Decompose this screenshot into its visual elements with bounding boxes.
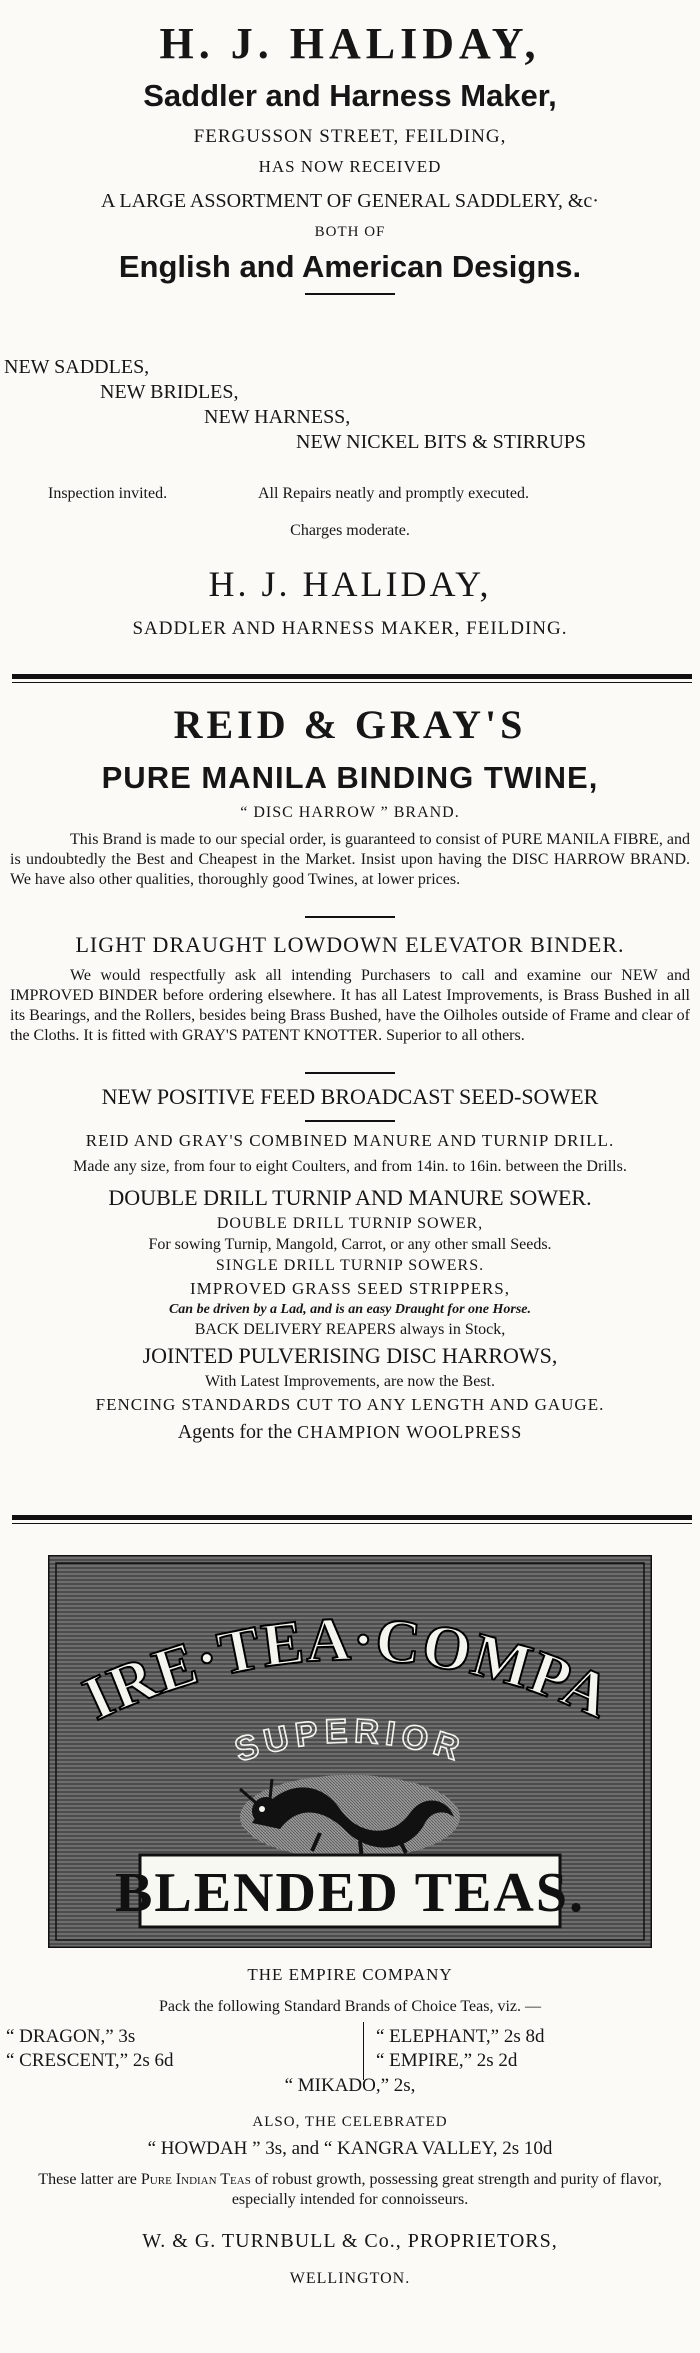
list-item: “ ELEPHANT,” 2s 8d	[376, 2026, 545, 2047]
divider	[305, 293, 395, 295]
latter-small-caps: Pure Indian Teas	[140, 2171, 251, 2188]
reid-subtitle: PURE MANILA BINDING TWINE,	[101, 760, 599, 795]
reapers: BACK DELIVERY REAPERS always in Stock,	[194, 1321, 506, 1338]
latter-rest: of robust growth, possessing great strength and purity of flavor, especially intended for connoisseurs.	[231, 2171, 662, 2208]
section-divider	[12, 674, 692, 679]
list-item: NEW BRIDLES,	[100, 381, 239, 403]
haliday-footer	[0, 562, 700, 642]
haliday-subtitle: Saddler and Harness Maker,	[143, 78, 557, 113]
divider	[305, 1120, 395, 1122]
agents-name: CHAMPION WOOLPRESS	[297, 1422, 523, 1442]
list-item: NEW HARNESS,	[204, 406, 351, 428]
proprietors: W. & G. TURNBULL & Co., PROPRIETORS,	[142, 2230, 558, 2252]
double-drill-heading: DOUBLE DRILL TURNIP AND MANURE SOWER.	[108, 1185, 592, 1210]
haliday-charges: Charges moderate.	[290, 522, 410, 539]
haliday-footer-name: H. J. HALIDAY,	[208, 564, 492, 604]
section-divider	[12, 1515, 692, 1520]
list-item: “ CRESCENT,” 2s 6d	[6, 2050, 174, 2071]
drill-text: Made any size, from four to eight Coulters, and from 14in. to 16in. between the Drills.	[73, 1158, 627, 1175]
haliday-both-of: BOTH OF	[314, 224, 386, 240]
reid-brand: “ DISC HARROW ” BRAND.	[240, 804, 460, 821]
divider	[305, 916, 395, 918]
reid-para-2	[0, 966, 700, 1046]
double-drill-small: DOUBLE DRILL TURNIP SOWER,	[216, 1215, 484, 1232]
list-item: “ EMPIRE,” 2s 2d	[376, 2050, 518, 2071]
haliday-designs: English and American Designs.	[118, 249, 582, 284]
column-divider	[363, 2022, 364, 2080]
list-item: NEW NICKEL BITS & STIRRUPS	[296, 431, 587, 453]
haliday-title: H. J. HALIDAY,	[159, 19, 541, 68]
paragraph-text: We would respectfully ask all intending Purchasers to call and examine our NEW and IMPROVED BINDER before ordering elsewhere. It has all Latest Improvements, is Brass Bushed in all its Bearings, and the Rollers, besides being Brass Bushed, have the Oilholes outside of Frame and clear of the Cloths. It is fitted with GRAY'S PATENT KNOTTER. Superior to all others.	[10, 967, 690, 1044]
celebrated-brands: “ HOWDAH ” 3s, and “ KANGRA VALLEY, 2s 10d	[147, 2138, 553, 2159]
haliday-received: HAS NOW RECEIVED	[258, 157, 442, 176]
empire-tea-engraving	[48, 1555, 652, 1948]
haliday-assortment: A LARGE ASSORTMENT OF GENERAL SADDLERY, &c·	[101, 190, 599, 212]
drill-heading: REID AND GRAY'S COMBINED MANURE AND TURNIP DRILL.	[85, 1131, 615, 1150]
haliday-items-list	[0, 355, 700, 455]
binder-heading: LIGHT DRAUGHT LOWDOWN ELEVATOR BINDER.	[75, 932, 625, 957]
latter-prefix: These latter are	[38, 2171, 137, 2188]
dragon-icon	[240, 1775, 460, 1859]
list-item: “ DRAGON,” 3s	[6, 2026, 136, 2047]
paragraph-text: This Brand is made to our special order, is guaranteed to consist of PURE MANILA FIBRE, and is undoubtedly the Best and Cheapest in the Market. Insist upon having the DISC HARROW BRAND. We have also other qualities, thoroughly good Twines, at lower prices.	[10, 831, 690, 888]
repairs-note: All Repairs neatly and promptly executed.	[258, 485, 530, 502]
strippers: IMPROVED GRASS SEED STRIPPERS,	[189, 1279, 510, 1298]
harrows-text: With Latest Improvements, are now the Best.	[205, 1373, 495, 1390]
inspection-note: Inspection invited.	[48, 485, 168, 502]
reid-gray-ad	[0, 700, 700, 824]
agents-prefix: Agents for the	[177, 1421, 293, 1443]
brands-left-column	[6, 2025, 173, 2073]
fencing-standards: FENCING STANDARDS CUT TO ANY LENGTH AND GAUGE.	[95, 1395, 605, 1414]
agents-line	[0, 1418, 700, 1446]
haliday-address: FERGUSSON STREET, FEILDING,	[193, 126, 507, 147]
banner-title: IRE·TEA·COMPA	[73, 1605, 622, 1734]
city: WELLINGTON.	[289, 2270, 411, 2287]
empire-company: THE EMPIRE COMPANY	[247, 1965, 453, 1984]
mikado-line: “ MIKADO,” 2s,	[284, 2075, 416, 2096]
empire-pack-text: Pack the following Standard Brands of Choice Teas, viz. —	[158, 1998, 542, 2015]
brands-right-column	[376, 2025, 545, 2073]
indian-teas-paragraph	[0, 2170, 700, 2210]
list-item: NEW SADDLES,	[4, 356, 150, 378]
section-divider-thin	[12, 1523, 692, 1524]
haliday-ad	[0, 18, 700, 295]
reid-product-list	[0, 1128, 700, 1446]
sower-heading: NEW POSITIVE FEED BROADCAST SEED-SOWER	[101, 1084, 599, 1109]
also-celebrated: ALSO, THE CELEBRATED	[252, 2114, 448, 2130]
driven-text: Can be driven by a Lad, and is an easy Draught for one Horse.	[168, 1302, 532, 1317]
haliday-footer-trade: SADDLER AND HARNESS MAKER, FEILDING.	[132, 618, 568, 639]
for-sowing-text: For sowing Turnip, Mangold, Carrot, or any other small Seeds.	[148, 1236, 552, 1253]
empire-tea-banner	[48, 1555, 652, 1948]
divider	[305, 1072, 395, 1074]
single-drill: SINGLE DRILL TURNIP SOWERS.	[215, 1257, 485, 1274]
section-divider-thin	[12, 682, 692, 683]
reid-para-1	[0, 830, 700, 890]
banner-superior: SUPERIOR	[230, 1712, 470, 1770]
banner-blended-teas: BLENDED TEAS.	[114, 1862, 586, 1924]
reid-title: REID & GRAY'S	[173, 702, 527, 747]
harrows-heading: JOINTED PULVERISING DISC HARROWS,	[142, 1343, 558, 1368]
